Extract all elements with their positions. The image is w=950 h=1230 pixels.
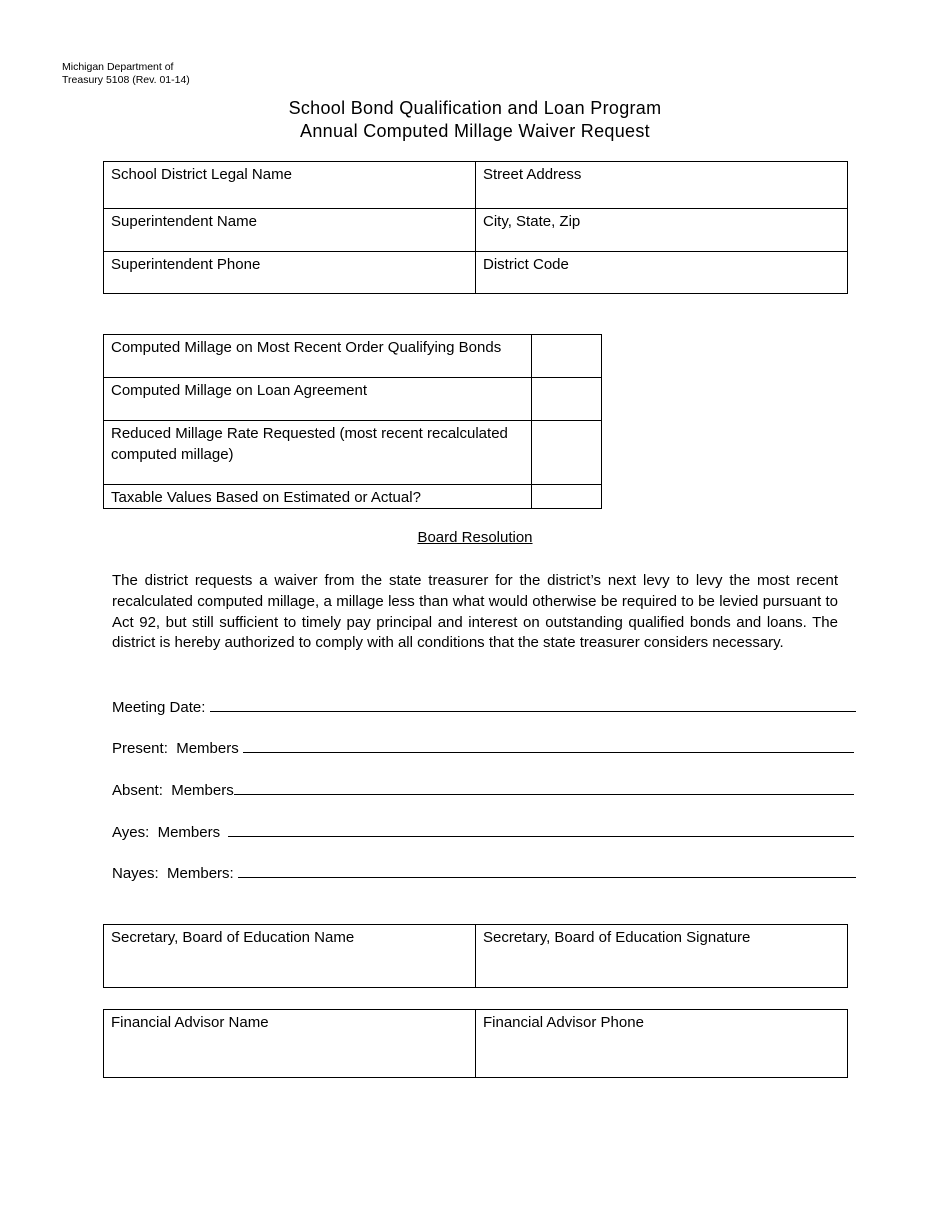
city-state-zip-label: City, State, Zip — [483, 213, 581, 230]
qualifying-bonds-millage-input[interactable] — [532, 335, 602, 378]
absent-members-field[interactable] — [112, 777, 854, 799]
meeting-date-line[interactable] — [210, 710, 856, 712]
present-members-field[interactable] — [112, 735, 854, 757]
millage-label-cell — [104, 485, 532, 509]
table-row — [104, 421, 602, 485]
legal-name-field[interactable] — [104, 162, 476, 209]
ayes-members-line[interactable] — [228, 835, 854, 837]
loan-agreement-millage-label: Computed Millage on Loan Agreement — [111, 382, 367, 399]
absent-members-label: Absent: Members — [112, 782, 234, 799]
agency-line-1: Michigan Department of — [62, 61, 174, 73]
street-address-label: Street Address — [483, 166, 582, 183]
district-code-label: District Code — [483, 256, 569, 273]
district-info-table — [103, 161, 848, 294]
nayes-members-line[interactable] — [238, 876, 856, 878]
form-title-line-2: Annual Computed Millage Waiver Request — [300, 121, 650, 141]
district-code-field[interactable] — [476, 252, 848, 294]
table-row — [104, 335, 602, 378]
legal-name-label: School District Legal Name — [111, 166, 292, 183]
taxable-values-input[interactable] — [532, 485, 602, 509]
secretary-name-label: Secretary, Board of Education Name — [111, 929, 355, 946]
qualifying-bonds-millage-label: Computed Millage on Most Recent Order Qualifying Bonds — [111, 339, 502, 356]
financial-advisor-table — [103, 1009, 848, 1078]
ayes-members-label: Ayes: Members — [112, 824, 229, 841]
millage-label-cell — [104, 378, 532, 421]
reduced-millage-rate-input[interactable] — [532, 421, 602, 485]
meeting-date-label: Meeting Date: — [112, 699, 210, 716]
meeting-date-field[interactable] — [112, 694, 856, 716]
millage-label-cell — [104, 335, 532, 378]
millage-table — [103, 334, 602, 509]
present-members-line[interactable] — [243, 751, 854, 753]
superintendent-phone-label: Superintendent Phone — [111, 256, 261, 273]
superintendent-name-field[interactable] — [104, 209, 476, 252]
table-row — [104, 378, 602, 421]
advisor-name-field[interactable] — [104, 1010, 476, 1078]
secretary-signature-field[interactable] — [476, 925, 848, 988]
resolution-text: The district requests a waiver from the state treasurer for the district’s next levy to levy the most recent recalculated computed millage, a millage less than what would otherwise be required to be levied pursuant to Act 92, but still sufficient to timely pay principal and interest on outstanding qualified bonds and loans. The district is hereby authorized to comply with all conditions that the state treasurer considers necessary. — [112, 572, 838, 652]
superintendent-phone-field[interactable] — [104, 252, 476, 294]
advisor-phone-label: Financial Advisor Phone — [483, 1014, 644, 1031]
form-number: Treasury 5108 (Rev. 01-14) — [62, 74, 190, 86]
loan-agreement-millage-input[interactable] — [532, 378, 602, 421]
street-address-field[interactable] — [476, 162, 848, 209]
city-state-zip-field[interactable] — [476, 209, 848, 252]
nayes-members-field[interactable] — [112, 860, 856, 882]
secretary-table — [103, 924, 848, 988]
board-resolution-heading: Board Resolution — [417, 529, 533, 546]
present-members-label: Present: Members — [112, 740, 243, 757]
ayes-members-field[interactable] — [112, 819, 854, 841]
form-agency-info — [62, 61, 190, 87]
secretary-name-field[interactable] — [104, 925, 476, 988]
nayes-members-label: Nayes: Members: — [112, 865, 238, 882]
advisor-phone-field[interactable] — [476, 1010, 848, 1078]
secretary-signature-label: Secretary, Board of Education Signature — [483, 929, 751, 946]
taxable-values-label: Taxable Values Based on Estimated or Actual? — [111, 489, 421, 506]
advisor-name-label: Financial Advisor Name — [111, 1014, 269, 1031]
superintendent-name-label: Superintendent Name — [111, 213, 257, 230]
form-title-line-1: School Bond Qualification and Loan Program — [288, 98, 662, 118]
table-row — [104, 485, 602, 509]
absent-members-line[interactable] — [234, 793, 854, 795]
millage-label-cell — [104, 421, 532, 485]
reduced-millage-rate-label: Reduced Millage Rate Requested (most recent recalculated computed millage) — [111, 425, 508, 463]
